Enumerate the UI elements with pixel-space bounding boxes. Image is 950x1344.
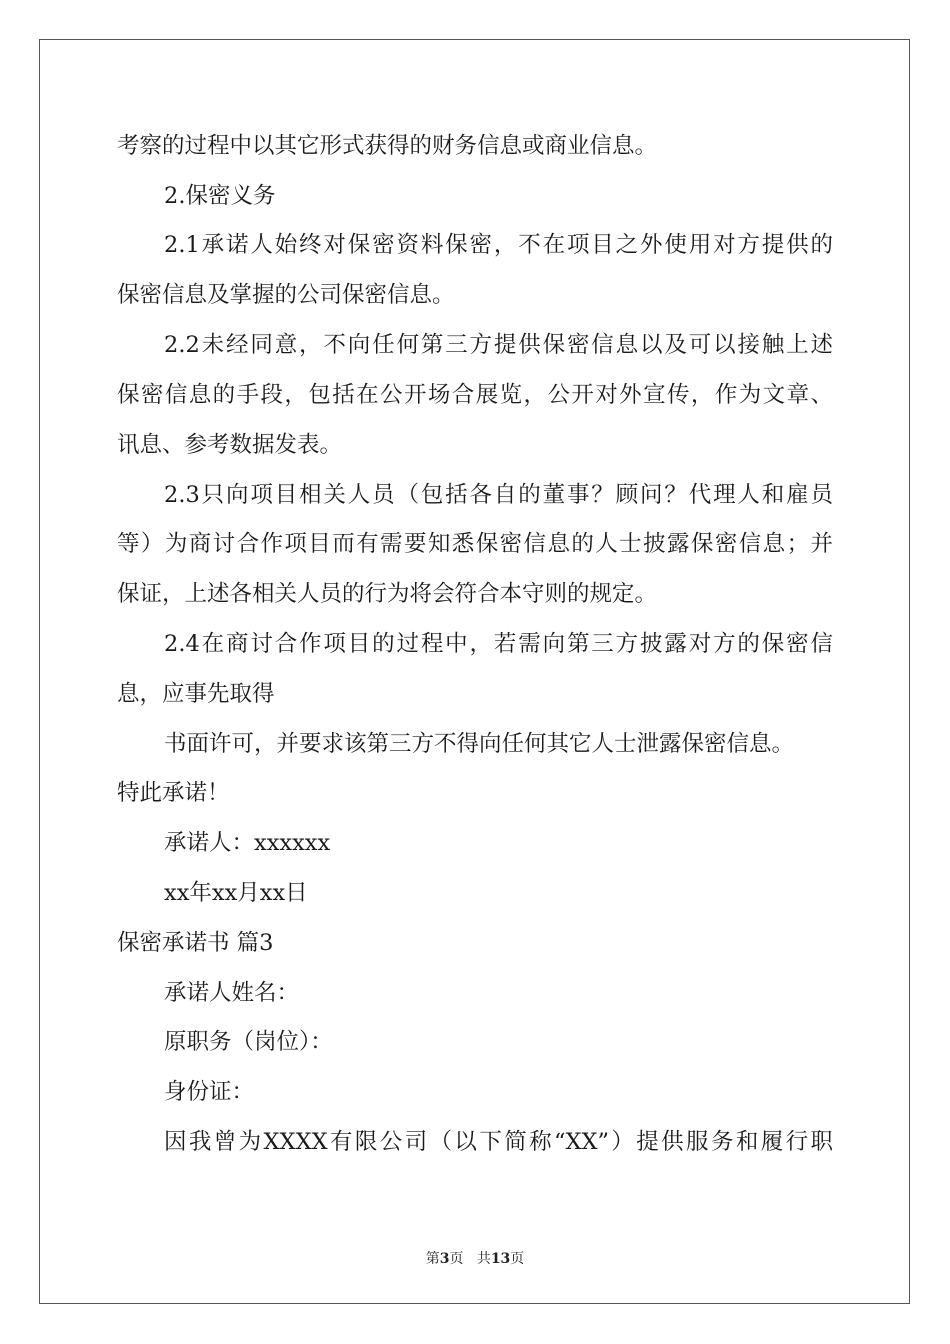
paragraph-line: 2.1承诺人始终对保密资料保密，不在项目之外使用对方提供的: [164, 232, 833, 258]
paragraph-line: 因我曾为XXXX有限公司（以下简称“XX”）提供服务和履行职: [164, 1129, 833, 1155]
paragraph-line: 2.4在商讨合作项目的过程中，若需向第三方披露对方的保密信: [164, 631, 833, 657]
paragraph-line: 等）为商讨合作项目而有需要知悉保密信息的人士披露保密信息；并: [117, 531, 833, 557]
page-footer: [0, 1248, 950, 1268]
form-field-position: 原职务（岗位）：: [164, 1029, 333, 1055]
paragraph-line: 书面许可，并要求该第三方不得向任何其它人士泄露保密信息。: [164, 731, 795, 757]
signatory-line: 承诺人：xxxxxx: [164, 830, 331, 856]
paragraph-line: 特此承诺！: [117, 780, 230, 806]
form-field-id: 身份证：: [164, 1079, 255, 1105]
paragraph-line: 考察的过程中以其它形式获得的财务信息或商业信息。: [117, 133, 658, 159]
total-label-prefix: 共: [476, 1251, 491, 1267]
page-number: 3: [439, 1251, 450, 1267]
page-label-prefix: 第: [425, 1251, 440, 1267]
total-pages: 13: [490, 1251, 511, 1267]
paragraph-line: 保密信息的手段，包括在公开场合展览，公开对外宣传，作为文章、: [117, 382, 833, 408]
section-heading: 2.保密义务: [164, 183, 276, 209]
section-title: 保密承诺书 篇3: [117, 930, 274, 956]
form-field-name: 承诺人姓名：: [164, 980, 300, 1006]
paragraph-line: 2.3只向项目相关人员（包括各自的董事？顾问？代理人和雇员: [164, 482, 833, 508]
date-line: xx年xx月xx日: [164, 880, 308, 906]
paragraph-line: 保证，上述各相关人员的行为将会符合本守则的规定。: [117, 581, 658, 607]
paragraph-line: 保密信息及掌握的公司保密信息。: [117, 282, 455, 308]
total-label-suffix: 页: [510, 1251, 525, 1267]
paragraph-line: 讯息、参考数据发表。: [117, 432, 343, 458]
paragraph-line: 2.2未经同意，不向任何第三方提供保密信息以及可以接触上述: [164, 332, 833, 358]
page-label-suffix: 页: [449, 1251, 464, 1267]
paragraph-line: 息，应事先取得: [117, 681, 275, 707]
